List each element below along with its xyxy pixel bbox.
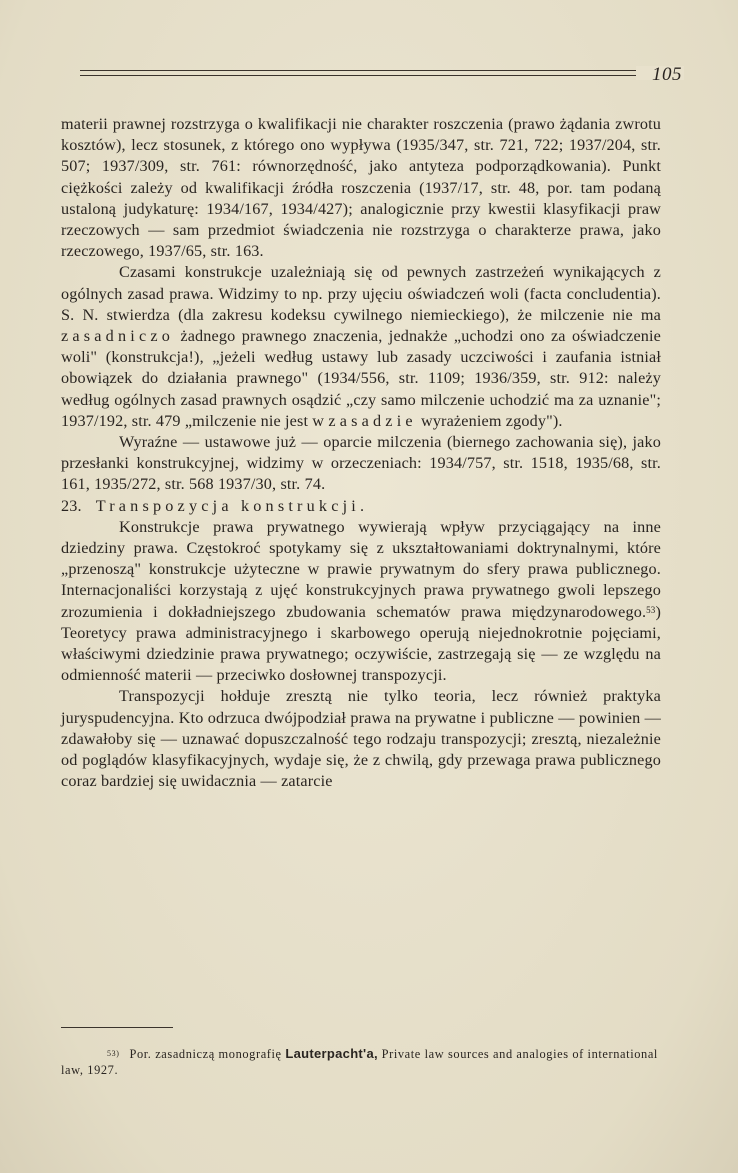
- footnote: [61, 1046, 661, 1078]
- spaced-emphasis: zasadniczo: [61, 327, 175, 346]
- paragraph-1: [61, 114, 661, 262]
- paragraph-text: Wyraźne — ustawowe już — oparcie milczenia (biernego zachowania się), jako przesłanki konstrukcyjnej, widzimy w orzeczeniach: 1934/757, str. 1518, 1935/68, str. 161, 1935/272, str. 568 1937/30, str. 74.: [61, 433, 661, 494]
- footnote-rest: Private law sources and analogies of international law, 1927.: [61, 1047, 658, 1077]
- page-number: 105: [652, 64, 682, 85]
- footnote-prefix: Por. zasadniczą monografię: [129, 1047, 282, 1061]
- paragraph-text: materii prawnej rozstrzyga o kwalifikacji nie charakter roszczenia (prawo żądania zwrotu kosztów), lecz stosunek, z którego ono wypływa (1935/347, str. 721, 722; 1937/204, str. 507; 1937/309, str. 761: równorzędność, jako antyteza podporządkowania). Punkt ciężkości zależy od kwalifikacji źródła roszczenia (1937/17, str. 48, por. tam podaną ustaloną judykaturę: 1934/167, 1934/427); analogicznie przy kwestii klasyfikacji praw rzeczowych — sam przedmiot świadczenia nie rozstrzyga o charakterze prawa, jako rzeczowego, 1937/65, str. 163.: [61, 115, 661, 261]
- paragraph-text: Transpozycji hołduje zresztą nie tylko teoria, lecz również praktyka juryspudencyjna. Kto odrzuca dwójpodział prawa na prywatne i publiczne — powinien — zdawałoby się — uznawać dopuszczalność tego rodzaju transpozycji; zresztą, niezależnie od poglądów klasyfikacyjnych, wydaje się, że z chwilą, gdy przewaga prawa publicznego coraz bardziej się uwidacznia — zatarcie: [61, 687, 661, 791]
- paragraph-3: [61, 432, 661, 496]
- body-text: [61, 114, 661, 793]
- paragraph-2: [61, 262, 661, 432]
- footnote-reference: 53: [646, 604, 656, 615]
- header-rule: [80, 70, 640, 76]
- section-heading: [61, 496, 661, 517]
- spaced-emphasis: zasadzie: [328, 411, 417, 430]
- paragraph-5: [61, 686, 661, 792]
- footnote-mark: 53): [107, 1049, 120, 1058]
- paragraph-4: [61, 517, 661, 687]
- paragraph-text: wyrażeniem zgody").: [416, 411, 563, 430]
- paragraph-text: ) Teoretycy prawa administracyjnego i skarbowego operują niejednokrotnie pojęciami, właściwymi dziedzinie prawa prywatnego; oczywiście, zastrzegają się — ze względu na odmienność materii — przeciwko dosłownej transpozycji.: [61, 602, 661, 685]
- footnote-rule: [61, 1027, 173, 1028]
- section-number: 23.: [61, 496, 82, 515]
- paragraph-text: Konstrukcje prawa prywatnego wywierają wpływ przyciągający na inne dziedziny prawa. Częstokroć spotykamy się z ukształtowaniami doktrynalnymi, które „przenoszą" konstrukcje użyteczne w prawie prywatnym do sfery prawa publicznego. Internacjonaliści korzystają z ujęć konstrukcyjnych prawa prywatnego gwoli lepszego zrozumienia i dokładniejszego zbudowania schematów prawa międzynarodowego.: [61, 517, 661, 621]
- footnote-author: Lauterpacht'a,: [285, 1046, 378, 1061]
- paragraph-text: Czasami konstrukcje uzależniają się od pewnych zastrzeżeń wynikających z ogólnych zasad prawa. Widzimy to np. przy ujęciu oświadczeń woli (facta concludentia). S. N. stwierdza (dla zakresu kodeksu cywilnego niemieckiego), że milczenie nie ma: [61, 263, 661, 324]
- section-title: Transpozycja konstrukcji.: [95, 496, 369, 515]
- paragraph-text: żadnego prawnego znaczenia, jednakże „uchodzi ono za oświadczenie woli" (konstrukcja!), „jeżeli według ustawy lub zasady uczciwości i zaufania istniał obowiązek do działania prawnego" (1934/556, str. 1109; 1936/359, str. 912: należy według ogólnych zasad prawnych osądzić „czy samo milczenie uchodzić ma za uznanie"; 1937/192, str. 479 „milczenie nie jest w: [61, 327, 661, 430]
